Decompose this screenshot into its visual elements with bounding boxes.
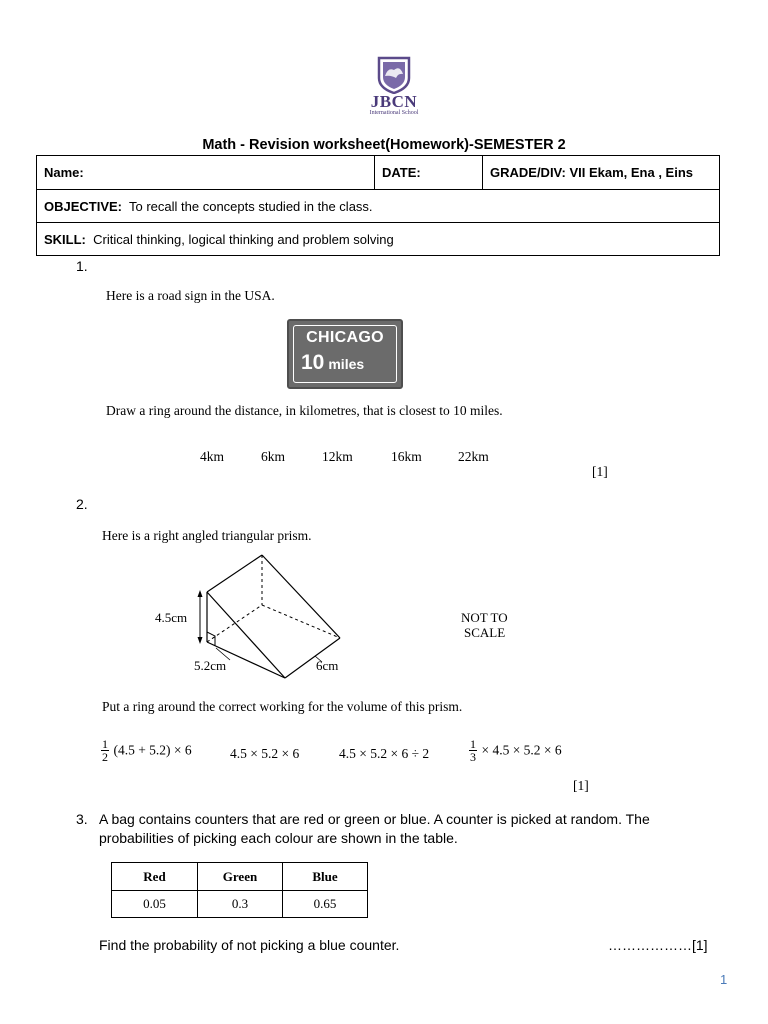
q1-option[interactable]: 4km bbox=[200, 449, 225, 464]
prob-header-blue: Blue bbox=[283, 863, 368, 891]
skill-label: SKILL: bbox=[44, 231, 86, 247]
road-sign-city: CHICAGO bbox=[306, 329, 384, 346]
skill-cell bbox=[37, 223, 720, 256]
not-to-scale-line2: SCALE bbox=[464, 625, 506, 640]
q2-option-3[interactable]: 4.5 × 5.2 × 6 ÷ 2 bbox=[339, 746, 430, 761]
q1-number: 1. bbox=[76, 258, 88, 274]
q2-option-1-text: (4.5 + 5.2) × 6 bbox=[113, 742, 192, 758]
prob-value-red: 0.05 bbox=[112, 891, 198, 918]
fraction-numerator: 1 bbox=[470, 737, 476, 751]
prob-header-green: Green bbox=[198, 863, 283, 891]
fraction-denominator: 2 bbox=[102, 750, 108, 764]
fraction-numerator: 1 bbox=[102, 737, 108, 751]
q1-option[interactable]: 12km bbox=[322, 449, 353, 464]
q1-option[interactable]: 22km bbox=[458, 449, 489, 464]
student-info-table bbox=[36, 155, 720, 256]
worksheet-title: Math - Revision worksheet(Homework)-SEMESTER 2 bbox=[202, 137, 566, 153]
q2-marks: [1] bbox=[573, 778, 589, 793]
objective-text: To recall the concepts studied in the class. bbox=[129, 198, 373, 214]
grade-label: GRADE/DIV: VII Ekam, Ena , Eins bbox=[490, 165, 694, 180]
logo-subtext: International School bbox=[369, 110, 419, 116]
grade-cell bbox=[483, 156, 720, 190]
q2-option-4[interactable] bbox=[469, 738, 562, 763]
skill-text: Critical thinking, logical thinking and problem solving bbox=[93, 231, 394, 247]
logo-brand: JBCN bbox=[370, 92, 418, 111]
q2-number: 2. bbox=[76, 496, 88, 512]
q3-answer-line[interactable]: ………………[1] bbox=[608, 937, 708, 953]
road-sign-unit: miles bbox=[328, 356, 365, 372]
objective-label: OBJECTIVE: bbox=[44, 198, 123, 214]
q3-text-line1: A bag contains counters that are red or green or blue. A counter is picked at random. The bbox=[99, 811, 650, 827]
q1-option[interactable]: 6km bbox=[261, 449, 286, 464]
fraction-denominator: 3 bbox=[470, 750, 476, 764]
name-label: Name: bbox=[44, 165, 84, 180]
fraction-half bbox=[101, 738, 109, 763]
not-to-scale-line1: NOT TO bbox=[461, 610, 508, 625]
q3-number: 3. bbox=[76, 811, 88, 827]
q2-option-2[interactable]: 4.5 × 5.2 × 6 bbox=[230, 746, 300, 761]
probability-table bbox=[111, 862, 368, 918]
q2-instruction: Put a ring around the correct working for the volume of this prism. bbox=[102, 699, 463, 714]
school-logo bbox=[364, 56, 424, 116]
prob-header-red: Red bbox=[112, 863, 198, 891]
q3-question: Find the probability of not picking a blue counter. bbox=[99, 937, 400, 953]
name-cell[interactable] bbox=[37, 156, 375, 190]
page-number: 1 bbox=[720, 972, 728, 987]
q2-option-1[interactable] bbox=[101, 738, 192, 763]
q3-text-line2: probabilities of picking each colour are shown in the table. bbox=[99, 830, 458, 846]
prob-value-green: 0.3 bbox=[198, 891, 283, 918]
q1-marks: [1] bbox=[592, 464, 608, 479]
fraction-third bbox=[469, 738, 477, 763]
prob-value-blue: 0.65 bbox=[283, 891, 368, 918]
date-label: DATE: bbox=[382, 165, 421, 180]
road-sign-distance bbox=[301, 351, 364, 375]
road-sign bbox=[287, 319, 403, 389]
q2-intro: Here is a right angled triangular prism. bbox=[102, 528, 312, 543]
q1-option[interactable]: 16km bbox=[391, 449, 422, 464]
road-sign-number: 10 bbox=[301, 351, 325, 374]
crest-icon bbox=[376, 56, 412, 94]
objective-cell bbox=[37, 190, 720, 223]
q1-instruction: Draw a ring around the distance, in kilometres, that is closest to 10 miles. bbox=[106, 403, 503, 418]
prism-length-label: 6cm bbox=[316, 658, 339, 673]
prism-base-label: 5.2cm bbox=[194, 658, 227, 673]
prism-height-label: 4.5cm bbox=[155, 610, 188, 625]
q2-option-4-text: × 4.5 × 5.2 × 6 bbox=[481, 742, 562, 758]
date-cell[interactable] bbox=[375, 156, 483, 190]
q1-intro: Here is a road sign in the USA. bbox=[106, 288, 275, 303]
